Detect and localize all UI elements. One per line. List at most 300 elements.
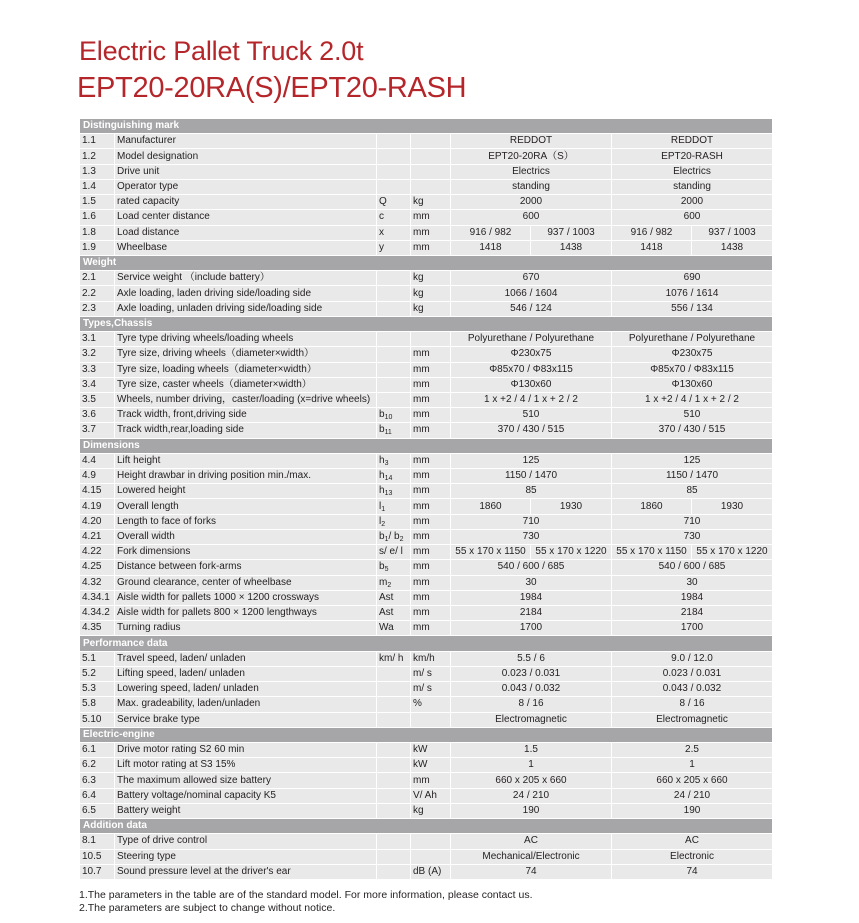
spec-unit [411, 849, 451, 864]
spec-label: Overall width [115, 529, 377, 544]
spec-label: Tyre size, loading wheels（diameter×width） [115, 362, 377, 377]
value-model-b: 540 / 600 / 685 [612, 560, 773, 575]
spec-number: 1.8 [80, 225, 115, 240]
footnote-1: 1.The parameters in the table are of the standard model. For more information, please contact us. [79, 889, 533, 901]
spec-symbol [377, 666, 411, 681]
spec-number: 1.6 [80, 210, 115, 225]
spec-unit: m/ s [411, 666, 451, 681]
spec-number: 4.22 [80, 545, 115, 560]
symbol-text: m [379, 576, 388, 588]
value-model-b: 1150 / 1470 [612, 469, 773, 484]
spec-row [80, 392, 773, 407]
spec-symbol [377, 834, 411, 849]
spec-number: 3.3 [80, 362, 115, 377]
spec-row [80, 408, 773, 423]
spec-row [80, 210, 773, 225]
value-model-a: 125 [451, 453, 612, 468]
spec-row [80, 682, 773, 697]
spec-symbol [377, 682, 411, 697]
symbol-text: b [379, 424, 385, 436]
spec-unit: mm [411, 606, 451, 621]
value-a1: 916 / 982 [451, 225, 531, 240]
spec-row [80, 271, 773, 286]
value-model-a: 0.043 / 0.032 [451, 682, 612, 697]
spec-unit: mm [411, 575, 451, 590]
section-title: Types,Chassis [80, 316, 773, 331]
spec-label: Ground clearance, center of wheelbase [115, 575, 377, 590]
spec-row [80, 712, 773, 727]
symbol-subscript: 11 [384, 429, 392, 437]
spec-number: 4.34.2 [80, 606, 115, 621]
spec-row [80, 469, 773, 484]
symbol-text: b [379, 531, 385, 543]
value-model-a: 710 [451, 514, 612, 529]
symbol-subscript: 14 [384, 475, 393, 483]
spec-unit [411, 179, 451, 194]
value-model-a: 670 [451, 271, 612, 286]
spec-symbol [377, 469, 411, 484]
section-title: Distinguishing mark [80, 119, 773, 134]
spec-unit: dB (A) [411, 864, 451, 879]
spec-row [80, 575, 773, 590]
value-model-b: 370 / 430 / 515 [612, 423, 773, 438]
spec-symbol [377, 134, 411, 149]
value-a2: 55 x 170 x 1220 [531, 545, 612, 560]
spec-label: Track width,rear,loading side [115, 423, 377, 438]
spec-label: Battery voltage/nominal capacity K5 [115, 788, 377, 803]
spec-row [80, 301, 773, 316]
value-a2: 1930 [531, 499, 612, 514]
spec-label: Distance between fork-arms [115, 560, 377, 575]
symbol-text: l [379, 500, 382, 512]
value-model-a: 2000 [451, 195, 612, 210]
value-model-a: 600 [451, 210, 612, 225]
spec-symbol [377, 240, 411, 255]
value-model-a: 1150 / 1470 [451, 469, 612, 484]
symbol-text: Q [379, 196, 387, 208]
spec-symbol [377, 864, 411, 879]
symbol-text: Ast [379, 591, 394, 603]
spec-symbol [377, 377, 411, 392]
symbol-text: x [379, 226, 384, 238]
spec-symbol [377, 529, 411, 544]
value-model-a: 546 / 124 [451, 301, 612, 316]
spec-label: Height drawbar in driving position min./max. [115, 469, 377, 484]
spec-row [80, 606, 773, 621]
spec-label: Aisle width for pallets 800 × 1200 lengthways [115, 606, 377, 621]
symbol-subscript: 3 [384, 459, 389, 467]
spec-unit: mm [411, 362, 451, 377]
value-model-b: 0.023 / 0.031 [612, 666, 773, 681]
spec-number: 4.9 [80, 469, 115, 484]
spec-unit: mm [411, 347, 451, 362]
spec-symbol [377, 332, 411, 347]
spec-row [80, 484, 773, 499]
spec-label: Lowering speed, laden/ unladen [115, 682, 377, 697]
value-b1: 1860 [612, 499, 692, 514]
spec-unit [411, 834, 451, 849]
spec-symbol [377, 499, 411, 514]
spec-label: Travel speed, laden/ unladen [115, 651, 377, 666]
spec-row [80, 529, 773, 544]
spec-row [80, 332, 773, 347]
spec-symbol [377, 271, 411, 286]
spec-number: 8.1 [80, 834, 115, 849]
value-model-b: 74 [612, 864, 773, 879]
spec-unit: mm [411, 240, 451, 255]
spec-label: Drive motor rating S2 60 min [115, 742, 377, 757]
value-model-a: Mechanical/Electronic [451, 849, 612, 864]
section-title: Weight [80, 255, 773, 270]
value-model-b: 510 [612, 408, 773, 423]
spec-unit: mm [411, 621, 451, 636]
spec-unit: mm [411, 529, 451, 544]
value-model-a: 2184 [451, 606, 612, 621]
spec-label: Lift height [115, 453, 377, 468]
symbol-text: h [379, 485, 385, 497]
value-model-b: 190 [612, 803, 773, 818]
spec-row [80, 545, 773, 560]
spec-unit: mm [411, 560, 451, 575]
spec-unit: mm [411, 408, 451, 423]
value-model-b: 730 [612, 529, 773, 544]
spec-row [80, 651, 773, 666]
spec-label: Axle loading, laden driving side/loading side [115, 286, 377, 301]
value-model-a: 510 [451, 408, 612, 423]
value-model-a: AC [451, 834, 612, 849]
value-model-a: 1066 / 1604 [451, 286, 612, 301]
section-title: Dimensions [80, 438, 773, 453]
spec-row [80, 347, 773, 362]
symbol-subscript: 2 [387, 581, 392, 589]
spec-unit: mm [411, 773, 451, 788]
value-model-b: 125 [612, 453, 773, 468]
spec-number: 1.4 [80, 179, 115, 194]
spec-symbol [377, 514, 411, 529]
value-a2: 937 / 1003 [531, 225, 612, 240]
spec-number: 1.2 [80, 149, 115, 164]
section-header [80, 316, 773, 331]
spec-number: 1.1 [80, 134, 115, 149]
spec-table [79, 118, 773, 880]
spec-number: 3.5 [80, 392, 115, 407]
spec-number: 3.2 [80, 347, 115, 362]
value-model-a: 660 x 205 x 660 [451, 773, 612, 788]
spec-label: Length to face of forks [115, 514, 377, 529]
spec-number: 4.35 [80, 621, 115, 636]
spec-symbol [377, 210, 411, 225]
spec-unit: mm [411, 484, 451, 499]
spec-row [80, 225, 773, 240]
spec-unit [411, 134, 451, 149]
spec-row [80, 590, 773, 605]
spec-row [80, 134, 773, 149]
value-model-a: Electromagnetic [451, 712, 612, 727]
value-model-b: 2.5 [612, 742, 773, 757]
value-model-a: 1 [451, 758, 612, 773]
spec-unit: mm [411, 453, 451, 468]
section-title: Addition data [80, 819, 773, 834]
spec-unit: kg [411, 286, 451, 301]
symbol-text: s/ e/ l [379, 546, 403, 558]
spec-number: 1.9 [80, 240, 115, 255]
spec-symbol [377, 803, 411, 818]
spec-unit: mm [411, 377, 451, 392]
spec-label: Lowered height [115, 484, 377, 499]
spec-number: 6.1 [80, 742, 115, 757]
value-model-a: 74 [451, 864, 612, 879]
spec-number: 2.3 [80, 301, 115, 316]
symbol-text-2: / b [388, 531, 400, 543]
spec-row [80, 742, 773, 757]
spec-symbol [377, 590, 411, 605]
spec-unit: mm [411, 545, 451, 560]
spec-row [80, 758, 773, 773]
section-header [80, 255, 773, 270]
value-b1: 1418 [612, 240, 692, 255]
symbol-text: y [379, 241, 384, 253]
spec-unit: m/ s [411, 682, 451, 697]
spec-label: Wheelbase [115, 240, 377, 255]
value-model-a: 190 [451, 803, 612, 818]
value-model-b: 30 [612, 575, 773, 590]
spec-unit: kW [411, 742, 451, 757]
spec-number: 1.3 [80, 164, 115, 179]
spec-number: 2.1 [80, 271, 115, 286]
spec-symbol [377, 347, 411, 362]
spec-number: 6.5 [80, 803, 115, 818]
spec-number: 1.5 [80, 195, 115, 210]
value-a1: 55 x 170 x 1150 [451, 545, 531, 560]
spec-label: Model designation [115, 149, 377, 164]
value-model-b: EPT20-RASH [612, 149, 773, 164]
spec-symbol [377, 712, 411, 727]
spec-unit: kW [411, 758, 451, 773]
spec-unit: kg [411, 803, 451, 818]
spec-unit: V/ Ah [411, 788, 451, 803]
spec-symbol [377, 164, 411, 179]
value-model-b: Φ85x70 / Φ83x115 [612, 362, 773, 377]
value-model-b: 1076 / 1614 [612, 286, 773, 301]
value-model-a: 1700 [451, 621, 612, 636]
spec-symbol [377, 575, 411, 590]
spec-number: 6.3 [80, 773, 115, 788]
spec-row [80, 195, 773, 210]
spec-unit: kg [411, 271, 451, 286]
spec-number: 3.7 [80, 423, 115, 438]
spec-label: Tyre type driving wheels/loading wheels [115, 332, 377, 347]
spec-label: Wheels, number driving，caster/loading (x=drive wheels) [115, 392, 377, 407]
spec-number: 4.15 [80, 484, 115, 499]
value-model-b: 600 [612, 210, 773, 225]
footnotes [79, 889, 533, 915]
spec-symbol [377, 651, 411, 666]
spec-row [80, 864, 773, 879]
spec-number: 4.25 [80, 560, 115, 575]
spec-symbol [377, 392, 411, 407]
spec-label: Lift motor rating at S3 15% [115, 758, 377, 773]
section-header [80, 819, 773, 834]
spec-number: 5.1 [80, 651, 115, 666]
spec-unit [411, 149, 451, 164]
value-model-a: 730 [451, 529, 612, 544]
spec-symbol [377, 179, 411, 194]
value-model-b: 9.0 / 12.0 [612, 651, 773, 666]
spec-row [80, 423, 773, 438]
section-header [80, 438, 773, 453]
symbol-text: b [379, 561, 385, 573]
spec-symbol [377, 453, 411, 468]
symbol-subscript: 10 [384, 414, 393, 422]
spec-row [80, 849, 773, 864]
value-model-a: 85 [451, 484, 612, 499]
value-model-b: 710 [612, 514, 773, 529]
spec-row [80, 697, 773, 712]
spec-unit: % [411, 697, 451, 712]
symbol-subscript: 1 [381, 505, 386, 513]
value-model-a: EPT20-20RA（S） [451, 149, 612, 164]
spec-symbol [377, 286, 411, 301]
value-model-b: 660 x 205 x 660 [612, 773, 773, 788]
spec-number: 6.2 [80, 758, 115, 773]
spec-row [80, 377, 773, 392]
value-model-a: 8 / 16 [451, 697, 612, 712]
spec-label: Max. gradeability, laden/unladen [115, 697, 377, 712]
spec-label: Load center distance [115, 210, 377, 225]
spec-number: 2.2 [80, 286, 115, 301]
spec-label: Sound pressure level at the driver's ear [115, 864, 377, 879]
spec-symbol [377, 408, 411, 423]
symbol-text: Ast [379, 607, 394, 619]
spec-number: 10.5 [80, 849, 115, 864]
spec-number: 4.32 [80, 575, 115, 590]
spec-label: rated capacity [115, 195, 377, 210]
value-b2: 55 x 170 x 1220 [692, 545, 773, 560]
value-model-a: 5.5 / 6 [451, 651, 612, 666]
spec-unit: kg [411, 301, 451, 316]
spec-row [80, 834, 773, 849]
spec-label: Overall length [115, 499, 377, 514]
value-b2: 1438 [692, 240, 773, 255]
value-model-a: Φ230x75 [451, 347, 612, 362]
value-model-a: 24 / 210 [451, 788, 612, 803]
section-header [80, 727, 773, 742]
spec-label: Aisle width for pallets 1000 × 1200 crossways [115, 590, 377, 605]
spec-number: 4.21 [80, 529, 115, 544]
spec-unit: mm [411, 225, 451, 240]
spec-number: 4.34.1 [80, 590, 115, 605]
spec-label: Tyre size, caster wheels（diameter×width） [115, 377, 377, 392]
value-a1: 1860 [451, 499, 531, 514]
value-model-a: Polyurethane / Polyurethane [451, 332, 612, 347]
value-model-b: Polyurethane / Polyurethane [612, 332, 773, 347]
value-model-a: 1.5 [451, 742, 612, 757]
value-model-a: 0.023 / 0.031 [451, 666, 612, 681]
spec-number: 5.10 [80, 712, 115, 727]
spec-label: Load distance [115, 225, 377, 240]
spec-label: Track width, front,driving side [115, 408, 377, 423]
spec-symbol [377, 423, 411, 438]
spec-row [80, 179, 773, 194]
value-model-a: 30 [451, 575, 612, 590]
value-model-b: Electronic [612, 849, 773, 864]
value-model-b: Electromagnetic [612, 712, 773, 727]
value-model-b: standing [612, 179, 773, 194]
spec-label: Tyre size, driving wheels（diameter×width） [115, 347, 377, 362]
page-title: Electric Pallet Truck 2.0t [79, 36, 364, 66]
value-model-b: 85 [612, 484, 773, 499]
value-model-b: AC [612, 834, 773, 849]
section-header [80, 636, 773, 651]
footnote-2: 2.The parameters are subject to change without notice. [79, 902, 336, 914]
value-model-a: 1 x +2 / 4 / 1 x + 2 / 2 [451, 392, 612, 407]
spec-symbol [377, 149, 411, 164]
spec-number: 4.19 [80, 499, 115, 514]
value-model-b: 2184 [612, 606, 773, 621]
value-model-b: 1 x +2 / 4 / 1 x + 2 / 2 [612, 392, 773, 407]
spec-number: 5.3 [80, 682, 115, 697]
spec-symbol [377, 606, 411, 621]
symbol-subscript: 5 [384, 566, 389, 574]
symbol-subscript: 1 [384, 536, 389, 544]
spec-unit: mm [411, 423, 451, 438]
spec-row [80, 240, 773, 255]
spec-label: Service weight （include battery） [115, 271, 377, 286]
value-model-b: Φ230x75 [612, 347, 773, 362]
spec-unit: kg [411, 195, 451, 210]
value-model-a: Φ85x70 / Φ83x115 [451, 362, 612, 377]
model-title: EPT20-20RA(S)/EPT20-RASH [77, 72, 467, 104]
spec-symbol [377, 362, 411, 377]
spec-row [80, 773, 773, 788]
spec-row [80, 803, 773, 818]
spec-number: 3.4 [80, 377, 115, 392]
spec-symbol [377, 773, 411, 788]
value-model-b: 1700 [612, 621, 773, 636]
section-title: Electric-engine [80, 727, 773, 742]
spec-symbol [377, 545, 411, 560]
symbol-subscript-2: 2 [399, 536, 404, 544]
spec-label: Fork dimensions [115, 545, 377, 560]
spec-symbol [377, 560, 411, 575]
spec-row [80, 164, 773, 179]
spec-number: 5.8 [80, 697, 115, 712]
spec-number: 5.2 [80, 666, 115, 681]
value-model-a: 540 / 600 / 685 [451, 560, 612, 575]
value-model-b: 24 / 210 [612, 788, 773, 803]
spec-number: 3.6 [80, 408, 115, 423]
spec-row [80, 788, 773, 803]
value-model-b: Electrics [612, 164, 773, 179]
value-model-b: 8 / 16 [612, 697, 773, 712]
value-model-b: 2000 [612, 195, 773, 210]
spec-label: Battery weight [115, 803, 377, 818]
spec-number: 4.4 [80, 453, 115, 468]
spec-label: Turning radius [115, 621, 377, 636]
spec-row [80, 560, 773, 575]
symbol-subscript: 13 [384, 490, 393, 498]
value-model-a: 1984 [451, 590, 612, 605]
spec-number: 4.20 [80, 514, 115, 529]
value-model-b: 556 / 134 [612, 301, 773, 316]
spec-number: 3.1 [80, 332, 115, 347]
spec-unit: km/h [411, 651, 451, 666]
spec-symbol [377, 225, 411, 240]
value-model-a: Electrics [451, 164, 612, 179]
symbol-text: Wa [379, 622, 394, 634]
symbol-text: h [379, 454, 385, 466]
value-model-b: 690 [612, 271, 773, 286]
